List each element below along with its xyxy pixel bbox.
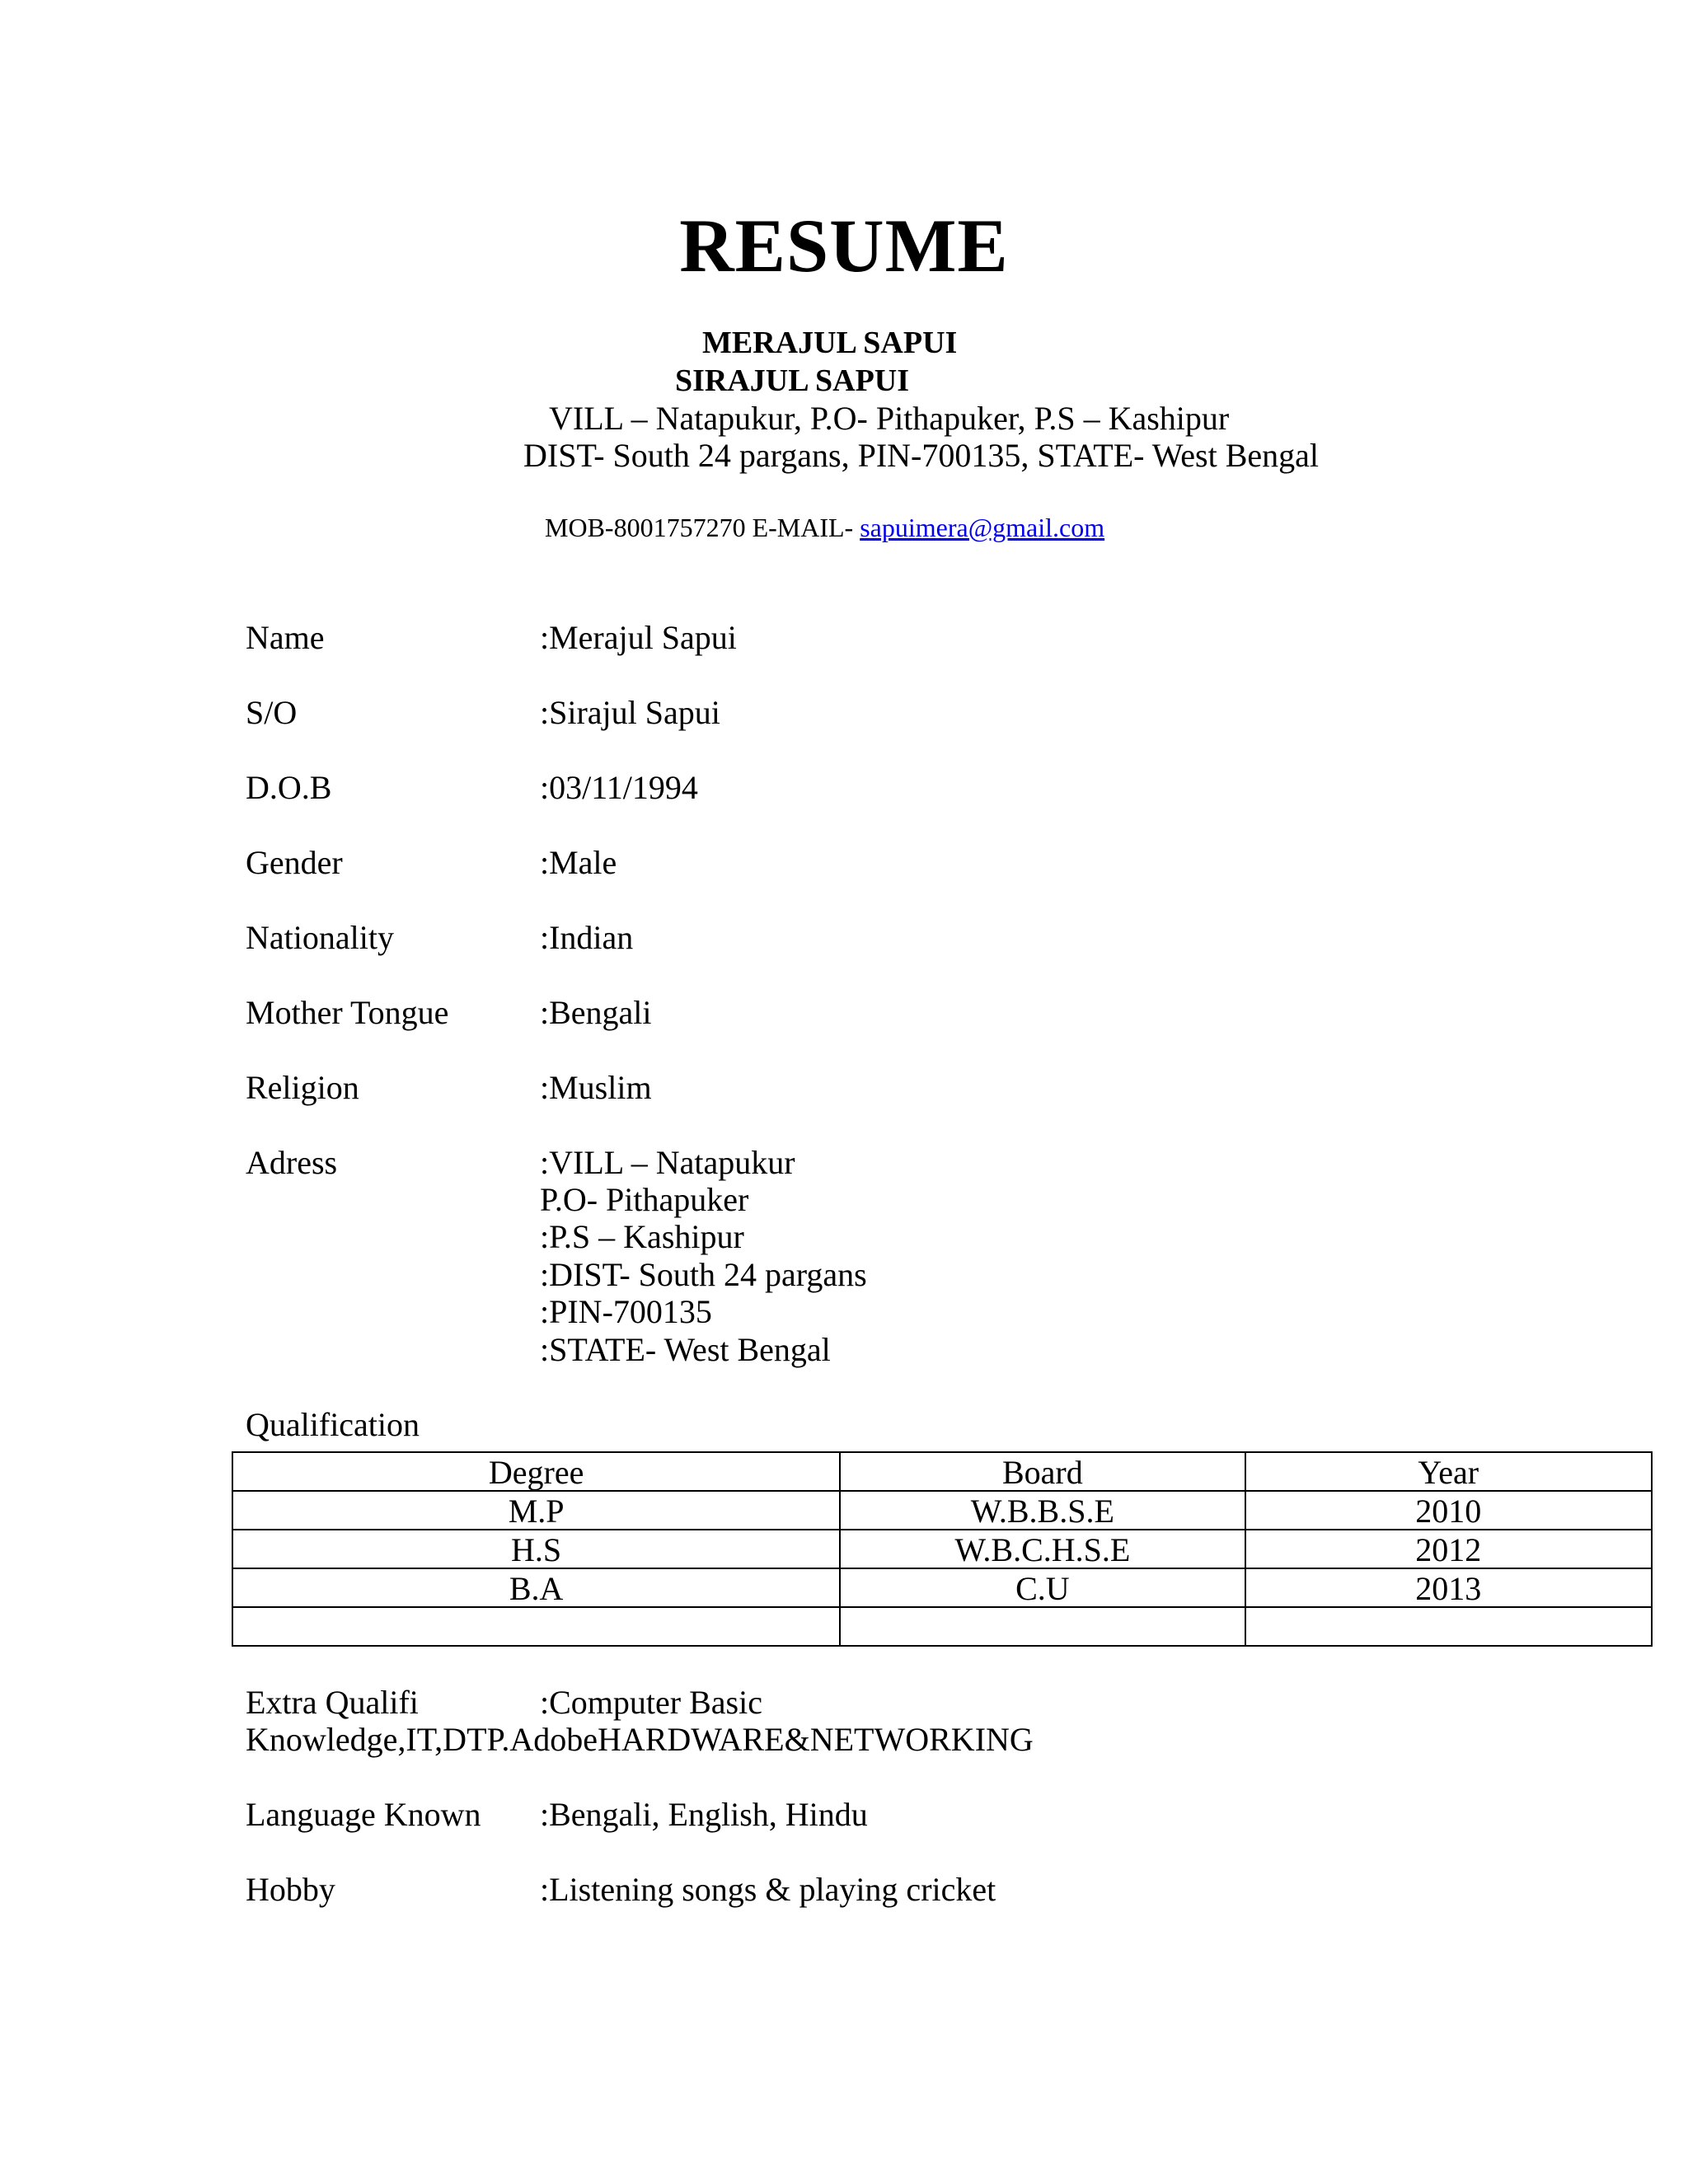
- cell-year: 2013: [1245, 1568, 1653, 1607]
- label-so: S/O: [246, 694, 298, 731]
- cell-year: [1245, 1607, 1653, 1646]
- address-line: :STATE- West Bengal: [540, 1331, 831, 1368]
- father-name-heading: SIRAJUL SAPUI: [675, 363, 910, 398]
- value-hobby: :Listening songs & playing cricket: [540, 1871, 996, 1908]
- value-so: :Sirajul Sapui: [540, 694, 720, 731]
- page-title: RESUME: [679, 204, 1009, 288]
- column-header-year: Year: [1245, 1452, 1653, 1491]
- cell-degree: B.A: [232, 1568, 840, 1607]
- column-header-board: Board: [840, 1452, 1245, 1491]
- address-line: :P.S – Kashipur: [540, 1218, 744, 1255]
- cell-board: W.B.B.S.E: [840, 1491, 1245, 1530]
- label-hobby: Hobby: [246, 1871, 335, 1908]
- table-row: [232, 1568, 1652, 1607]
- value-religion: :Muslim: [540, 1069, 652, 1106]
- table-header-row: [232, 1452, 1652, 1491]
- header-address-line-1: VILL – Natapukur, P.O- Pithapuker, P.S – Kashipur: [549, 400, 1230, 437]
- table-row: [232, 1530, 1652, 1568]
- value-extra-qualification-continued: Knowledge,IT,DTP.AdobeHARDWARE&NETWORKING: [246, 1721, 1034, 1758]
- header-address-line-2: DIST- South 24 pargans, PIN-700135, STATE- West Bengal: [523, 437, 1320, 474]
- address-line: :VILL – Natapukur: [540, 1144, 795, 1181]
- label-address: Adress: [246, 1144, 338, 1181]
- label-name: Name: [246, 619, 325, 656]
- value-name: :Merajul Sapui: [540, 619, 737, 656]
- cell-board: [840, 1607, 1245, 1646]
- value-languages: :Bengali, English, Hindu: [540, 1796, 868, 1833]
- address-line: :DIST- South 24 pargans: [540, 1256, 867, 1293]
- value-dob: :03/11/1994: [540, 769, 698, 806]
- cell-degree: [232, 1607, 840, 1646]
- label-languages: Language Known: [246, 1796, 481, 1833]
- label-mother-tongue: Mother Tongue: [246, 994, 449, 1031]
- contact-line: [545, 514, 1104, 541]
- label-gender: Gender: [246, 844, 343, 881]
- address-line: P.O- Pithapuker: [540, 1181, 749, 1218]
- email-link[interactable]: sapuimera@gmail.com: [860, 513, 1105, 542]
- cell-board: W.B.C.H.S.E: [840, 1530, 1245, 1568]
- cell-year: 2010: [1245, 1491, 1653, 1530]
- cell-degree: H.S: [232, 1530, 840, 1568]
- value-extra-qualification: :Computer Basic: [540, 1684, 762, 1721]
- candidate-name-heading: MERAJUL SAPUI: [702, 326, 958, 360]
- label-dob: D.O.B: [246, 769, 332, 806]
- column-header-degree: Degree: [232, 1452, 840, 1491]
- qualification-heading: Qualification: [246, 1406, 420, 1443]
- qualification-table: [232, 1451, 1653, 1647]
- table-row-empty: [232, 1607, 1652, 1646]
- value-mother-tongue: :Bengali: [540, 994, 652, 1031]
- value-nationality: :Indian: [540, 919, 634, 956]
- cell-board: C.U: [840, 1568, 1245, 1607]
- label-extra-qualification: Extra Qualifi: [246, 1684, 419, 1721]
- label-nationality: Nationality: [246, 919, 394, 956]
- cell-year: 2012: [1245, 1530, 1653, 1568]
- address-line: :PIN-700135: [540, 1293, 712, 1330]
- table-row: [232, 1491, 1652, 1530]
- label-religion: Religion: [246, 1069, 359, 1106]
- cell-degree: M.P: [232, 1491, 840, 1530]
- value-gender: :Male: [540, 844, 617, 881]
- contact-mobile: MOB-8001757270 E-MAIL-: [545, 513, 860, 542]
